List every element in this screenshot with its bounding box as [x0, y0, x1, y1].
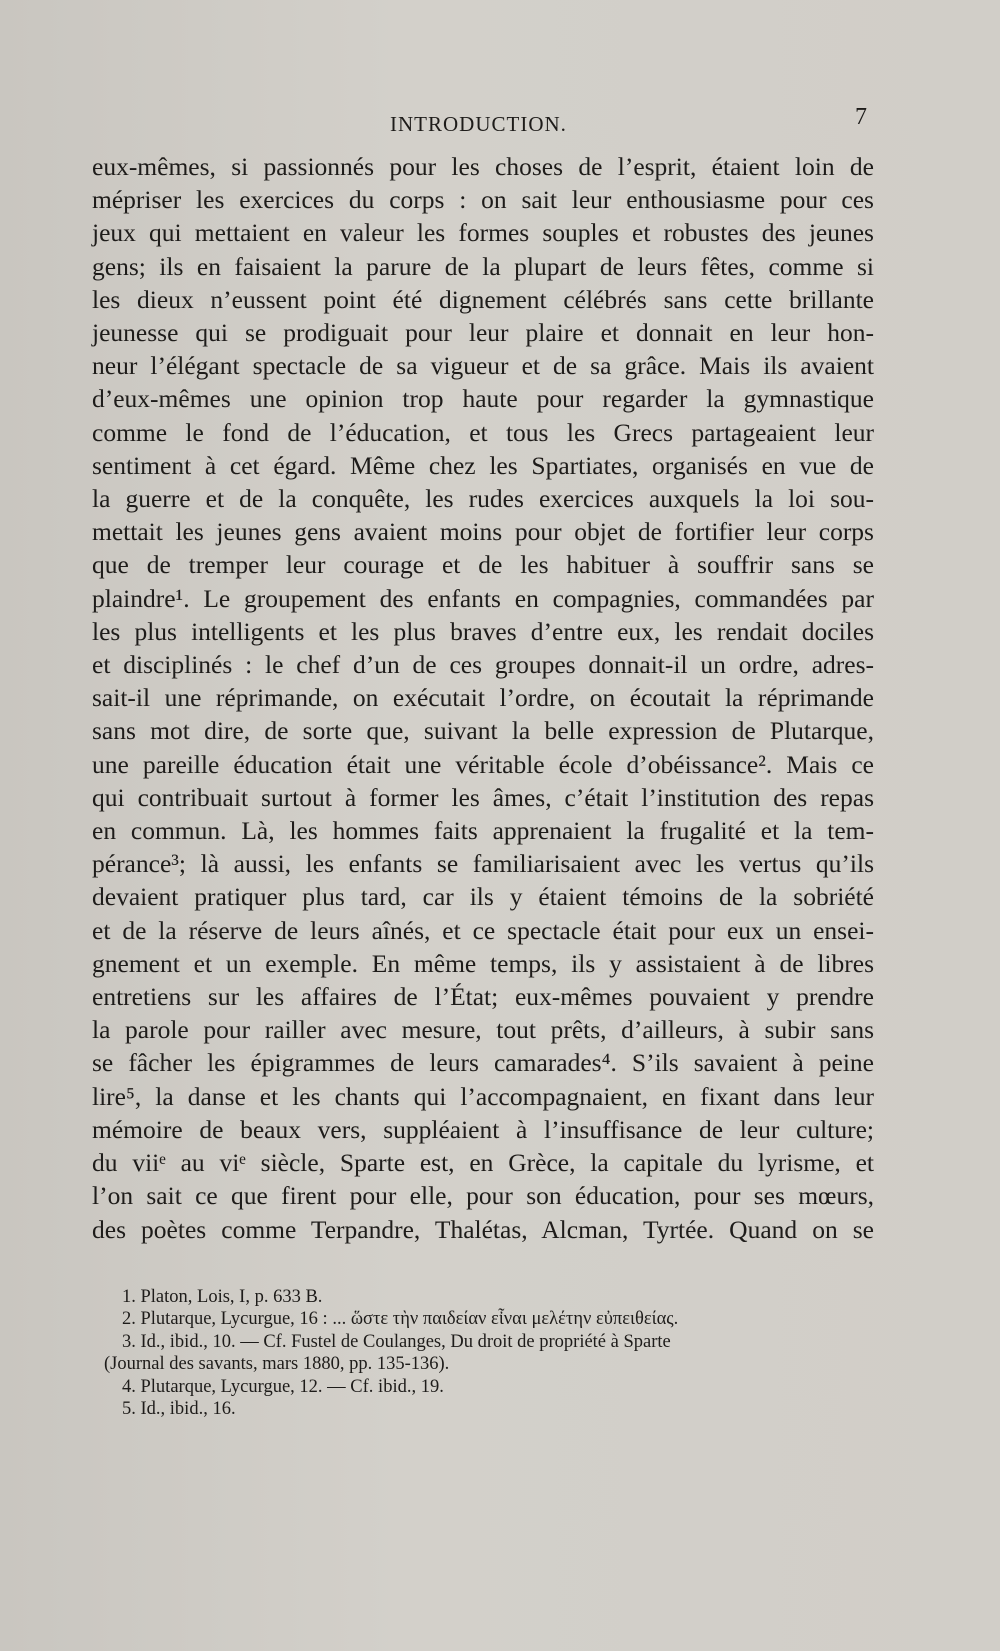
text-line: sans mot dire, de sorte que, suivant la belle expression de Plutarque, [92, 716, 874, 746]
body-text [92, 150, 874, 1246]
text-line: en commun. Là, les hommes faits apprenaient la frugalité et la tem- [92, 816, 874, 846]
text-line: gnement et un exemple. En même temps, ils y assistaient à de libres [92, 948, 874, 978]
text-line: sentiment à cet égard. Même chez les Spartiates, organisés en vue de [92, 450, 874, 480]
text-line: et de la réserve de leurs aînés, et ce spectacle était pour eux un ensei- [92, 915, 874, 945]
text-line: jeunesse qui se prodiguait pour leur plaire et donnait en leur hon- [92, 318, 874, 348]
text-line: les plus intelligents et les plus braves d’entre eux, les rendait dociles [92, 616, 874, 646]
running-title: INTRODUCTION. [390, 112, 567, 136]
text-line: jeux qui mettaient en valeur les formes souples et robustes des jeunes [92, 218, 874, 248]
text-line: une pareille éducation était une véritable école d’obéissance². Mais ce [92, 749, 874, 779]
text-line: sait-il une réprimande, on exécutait l’ordre, on écoutait la réprimande [92, 683, 874, 713]
text-line: comme le fond de l’éducation, et tous les Grecs partageaient leur [92, 417, 874, 447]
footnote-continuation: (Journal des savants, mars 1880, pp. 135-136). [104, 1354, 450, 1375]
footnote: 4. Plutarque, Lycurgue, 12. — Cf. ibid., 19. [122, 1376, 444, 1397]
text-line: pérance³; là aussi, les enfants se familiarisaient avec les vertus qu’ils [92, 849, 874, 879]
text-line: eux-mêmes, si passionnés pour les choses de l’esprit, étaient loin de [92, 152, 874, 181]
text-line: la guerre et de la conquête, les rudes exercices auxquels la loi sou- [92, 484, 874, 514]
text-line: l’on sait ce que firent pour elle, pour son éducation, pour ses mœurs, [92, 1181, 874, 1211]
text-line: la parole pour railler avec mesure, tout prêts, d’ailleurs, à subir sans [92, 1015, 874, 1045]
text-line: plaindre¹. Le groupement des enfants en compagnies, commandées par [92, 583, 874, 613]
text-line: entretiens sur les affaires de l’État; eux-mêmes pouvaient y prendre [92, 982, 874, 1012]
text-line: que de tremper leur courage et de les habituer à souffrir sans se [92, 550, 874, 580]
text-line: gens; ils en faisaient la parure de la plupart de leurs fêtes, comme si [92, 251, 874, 281]
footnotes [104, 1286, 882, 1420]
text-line: lire⁵, la danse et les chants qui l’accompagnaient, en fixant dans leur [92, 1081, 874, 1111]
text-line: se fâcher les épigrammes de leurs camarades⁴. S’ils savaient à peine [92, 1048, 874, 1078]
footnote: 1. Platon, Lois, I, p. 633 B. [122, 1287, 323, 1307]
text-line: d’eux-mêmes une opinion trop haute pour regarder la gymnastique [92, 384, 874, 414]
page-number: 7 [855, 104, 868, 130]
text-line: et disciplinés : le chef d’un de ces groupes donnait-il un ordre, adres- [92, 650, 874, 680]
text-line: qui contribuait surtout à former les âmes, c’était l’institution des repas [92, 782, 874, 812]
text-line: les dieux n’eussent point été dignement célébrés sans cette brillante [92, 284, 874, 314]
footnote: 3. Id., ibid., 10. — Cf. Fustel de Coulanges, Du droit de propriété à Sparte [122, 1331, 671, 1352]
text-line: du viiᵉ au viᵉ siècle, Sparte est, en Grèce, la capitale du lyrisme, et [92, 1148, 874, 1178]
footnote: 2. Plutarque, Lycurgue, 16 : ... ὥστε τὴν παιδείαν εἶναι μελέτην εὐπειθείας. [122, 1309, 679, 1330]
footnote: 5. Id., ibid., 16. [122, 1399, 236, 1420]
text-line: devaient pratiquer plus tard, car ils y étaient témoins de la sobriété [92, 882, 874, 912]
text-line: neur l’élégant spectacle de sa vigueur et de sa grâce. Mais ils avaient [92, 351, 874, 381]
text-line: des poètes comme Terpandre, Thalétas, Alcman, Tyrtée. Quand on se [92, 1214, 874, 1244]
text-line: mémoire de beaux vers, suppléaient à l’insuffisance de leur culture; [92, 1114, 874, 1144]
text-line: mépriser les exercices du corps : on sait leur enthousiasme pour ces [92, 185, 874, 215]
text-line: mettait les jeunes gens avaient moins pour objet de fortifier leur corps [92, 517, 874, 547]
